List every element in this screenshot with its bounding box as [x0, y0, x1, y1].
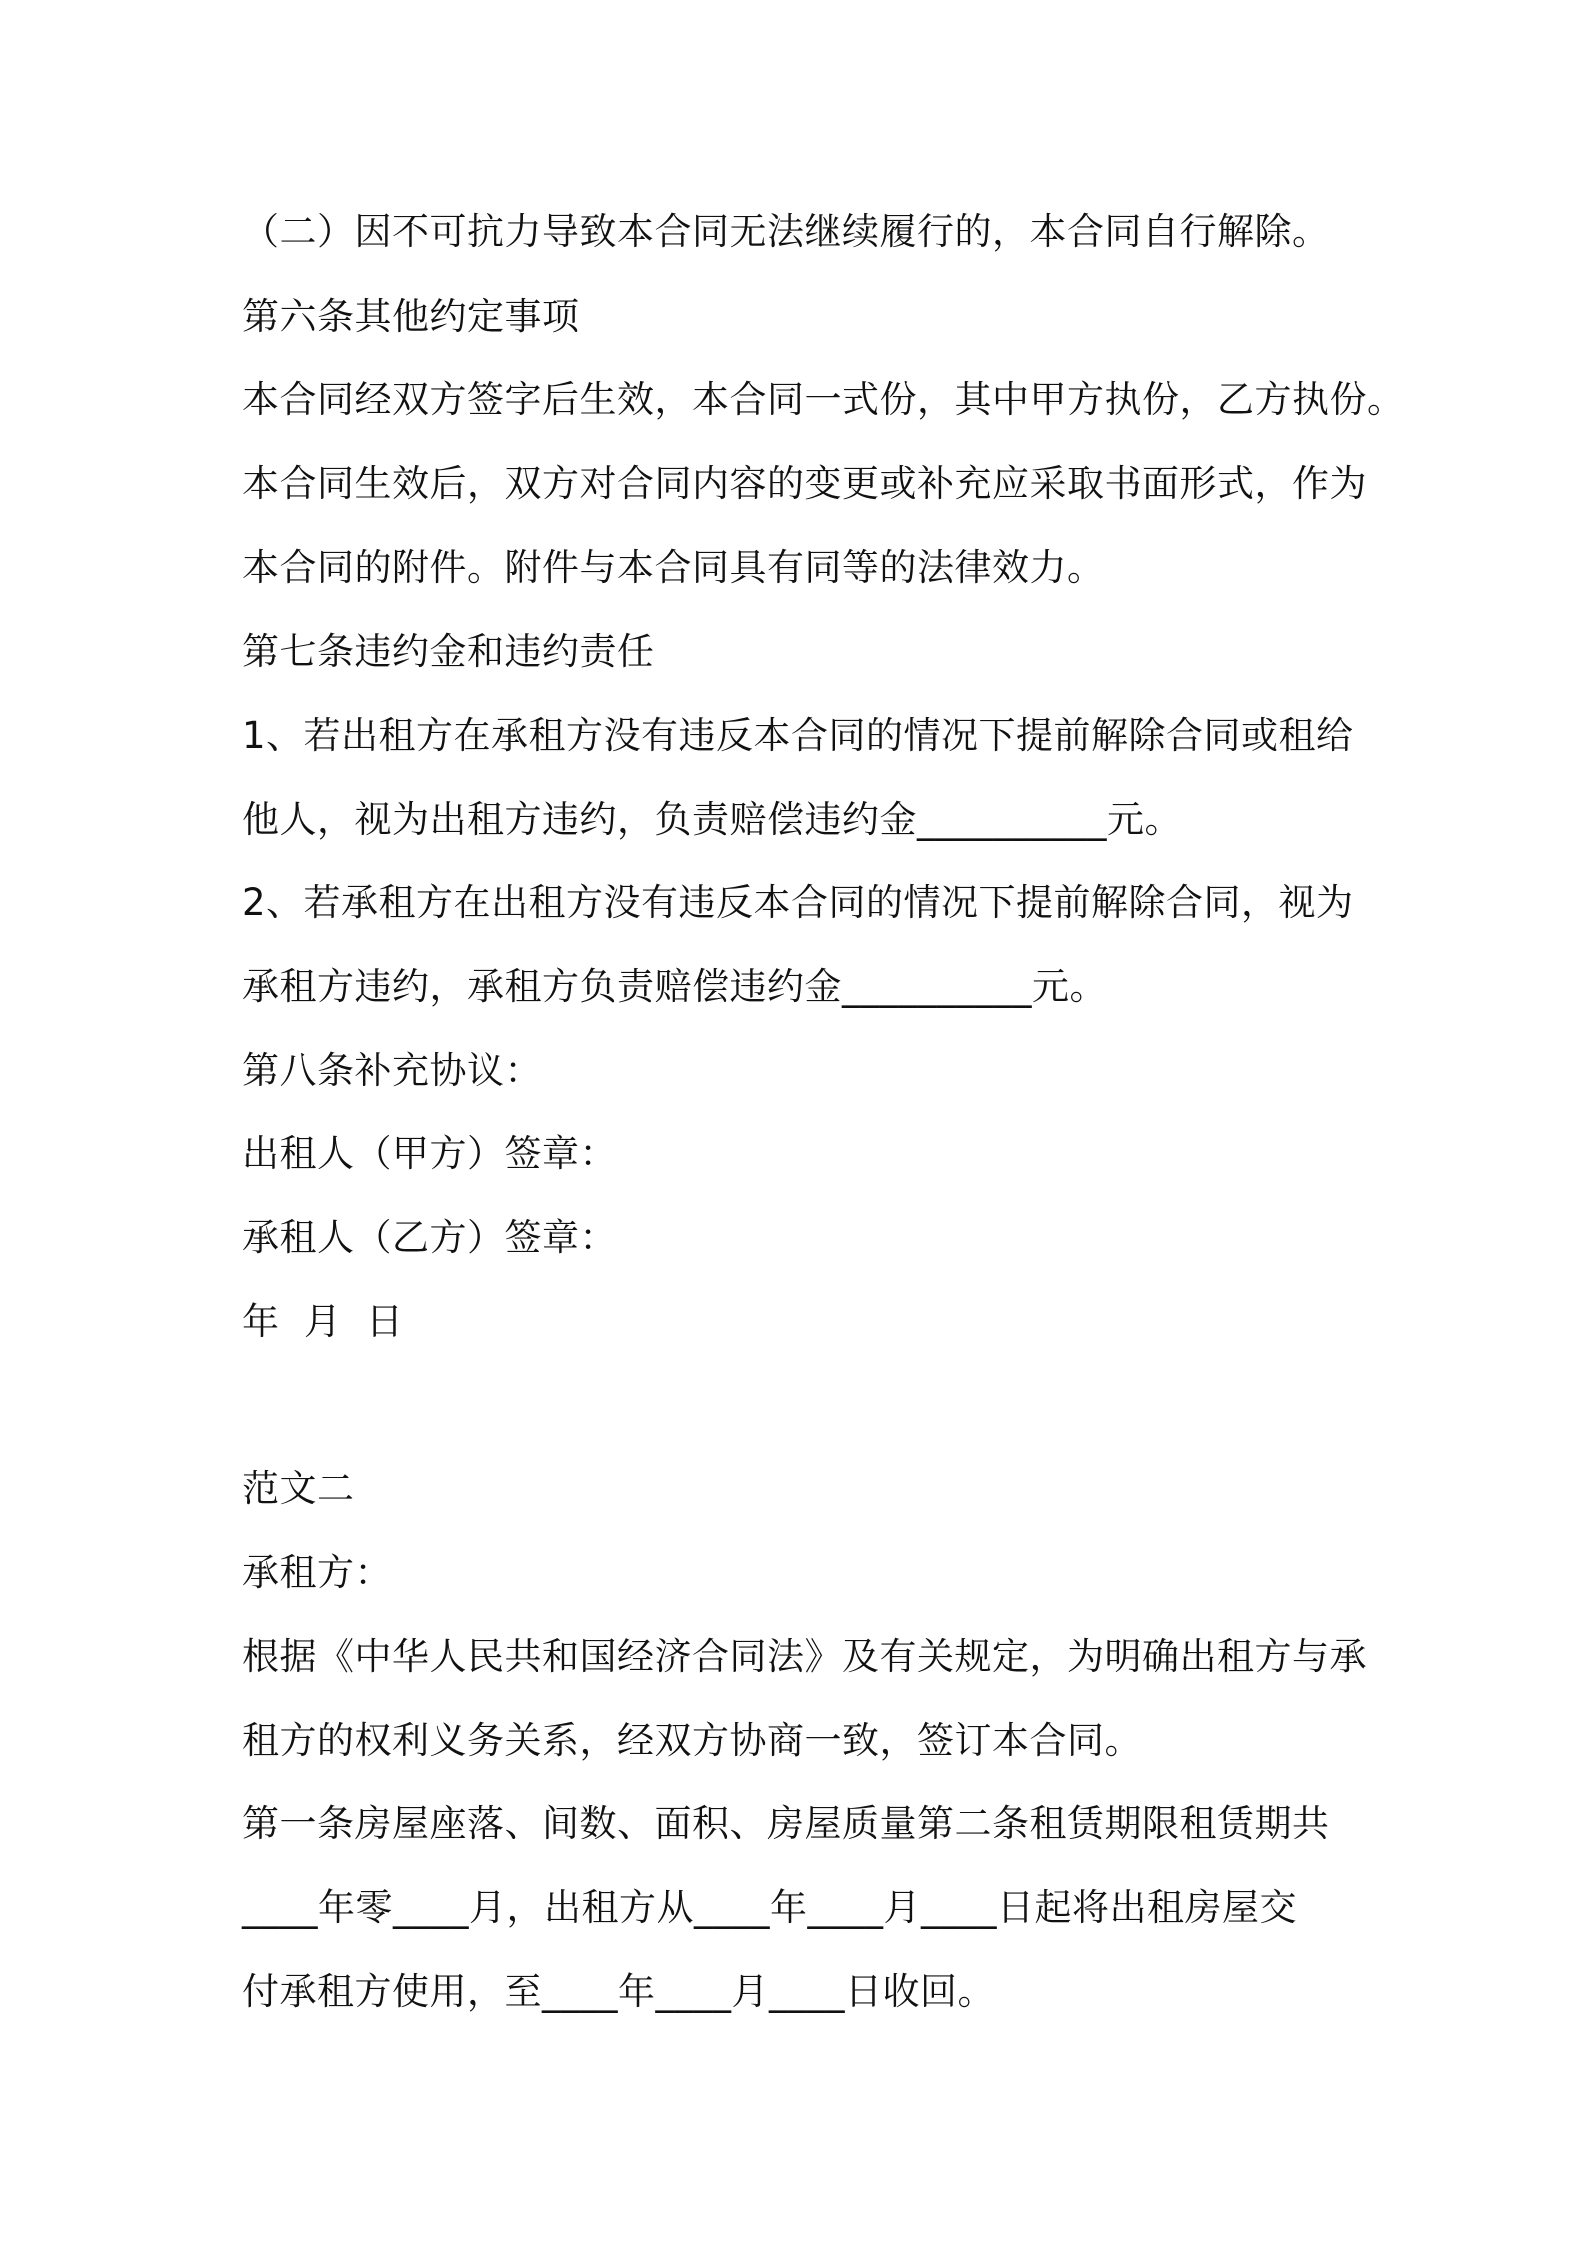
article-6-text-2: 本合同生效后，双方对合同内容的变更或补充应采取书面形式，作为: [242, 462, 1367, 505]
article-1-line-3: 付承租方使用，至____年____月____日收回。: [242, 1970, 995, 2013]
article-8-heading: 第八条补充协议：: [242, 1049, 542, 1092]
preamble-line-2: 租方的权利义务关系，经双方协商一致，签订本合同。: [242, 1719, 1142, 1762]
lessee-label: 承租方：: [242, 1551, 392, 1594]
article-7-item-1-line-2: 他人，视为出租方违约，负责赔偿违约金__________元。: [242, 798, 1182, 841]
article-7-item-2-line-2: 承租方违约，承租方负责赔偿违约金__________元。: [242, 965, 1107, 1008]
article-7-item-1-line-1: 1、若出租方在承租方没有违反本合同的情况下提前解除合同或租给: [242, 714, 1354, 757]
article-6-text-1: 本合同经双方签字后生效，本合同一式份，其中甲方执份，乙方执份。: [242, 378, 1405, 421]
article-7-item-2-line-1: 2、若承租方在出租方没有违反本合同的情况下提前解除合同，视为: [242, 881, 1354, 924]
sample-two-heading: 范文二: [242, 1467, 355, 1510]
article-1-line-1: 第一条房屋座落、间数、面积、房屋质量第二条租赁期限租赁期共: [242, 1802, 1330, 1845]
article-7-heading: 第七条违约金和违约责任: [242, 630, 655, 673]
clause-5-item-2: （二）因不可抗力导致本合同无法继续履行的，本合同自行解除。: [242, 210, 1330, 253]
date-line: 年 月 日: [242, 1300, 404, 1343]
article-6-text-3: 本合同的附件。附件与本合同具有同等的法律效力。: [242, 546, 1105, 589]
article-6-heading: 第六条其他约定事项: [242, 295, 580, 338]
article-1-line-2: ____年零____月，出租方从____年____月____日起将出租房屋交: [242, 1886, 1297, 1929]
lessor-signature-line: 出租人（甲方）签章：: [242, 1132, 617, 1175]
lessee-signature-line: 承租人（乙方）签章：: [242, 1216, 617, 1259]
preamble-line-1: 根据《中华人民共和国经济合同法》及有关规定，为明确出租方与承: [242, 1635, 1367, 1678]
